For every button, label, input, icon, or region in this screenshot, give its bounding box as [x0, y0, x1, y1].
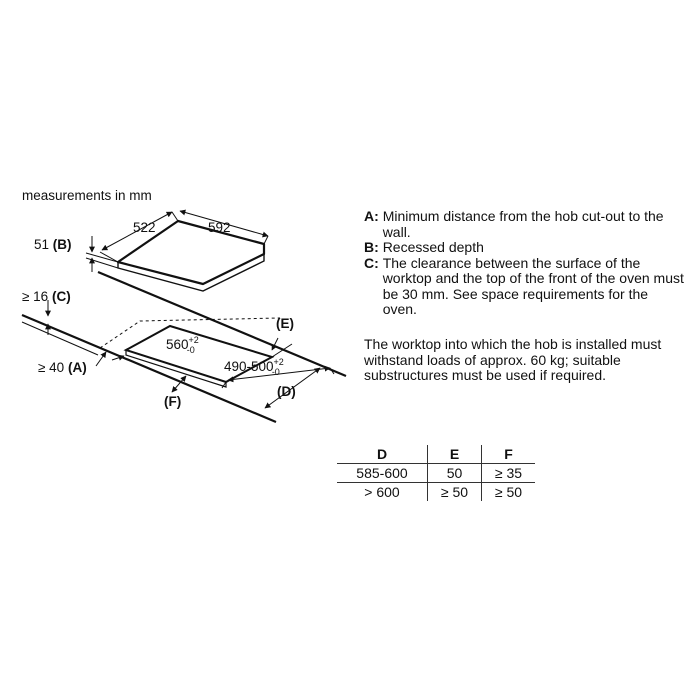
table-row: [337, 464, 535, 483]
table-header-cell: E: [428, 445, 482, 464]
recess-b-label: 51 (B): [34, 237, 72, 252]
legend-key: B:: [364, 239, 383, 255]
table-cell: ≥ 50: [428, 483, 482, 502]
table-cell: > 600: [337, 483, 428, 502]
table-row: [337, 483, 535, 502]
legend-item-c: [364, 256, 684, 318]
recess-b-dimension: [86, 236, 118, 272]
hob-width-label: 592: [208, 220, 231, 235]
cutout-depth-label: $560^{+2}$ -0: [166, 335, 199, 355]
table-cell: ≥ 35: [482, 464, 536, 483]
spec-table: [337, 445, 535, 501]
load-note: The worktop into which the hob is installed must withstand loads of approx. 60 kg; suitable substructures must be used if required.: [364, 336, 662, 383]
legend-text: The clearance between the surface of the worktop and the top of the front of the oven must be 30 mm. See space requirements for the oven.: [382, 254, 684, 317]
legend: [364, 209, 684, 318]
legend-text: Minimum distance from the hob cut-out to the wall.: [382, 208, 664, 240]
legend-key: A:: [364, 208, 383, 224]
dimension-f-label: (F): [164, 394, 182, 409]
table-header-row: [337, 445, 535, 464]
cutout-width-label: $490-500^{+2}$ -0: [224, 357, 284, 377]
legend-text: Recessed depth: [382, 239, 484, 255]
table-header-cell: F: [482, 445, 536, 464]
legend-item-b: [364, 240, 684, 256]
dimension-d-label: (D): [277, 384, 296, 399]
table-cell: 585-600: [337, 464, 428, 483]
units-caption: measurements in mm: [22, 188, 152, 203]
legend-item-a: [364, 209, 684, 240]
clearance-c-label: ≥ 16 (C): [22, 289, 71, 304]
hob-depth-label: 522: [133, 220, 156, 235]
clearance-c-dimension: [22, 300, 98, 355]
table-header-cell: D: [376, 446, 388, 462]
wall-a-dimension: [96, 352, 124, 366]
legend-key: C:: [364, 254, 383, 271]
clearance-e-label: (E): [276, 316, 294, 331]
clearance-e-dimension: [272, 338, 292, 357]
table-cell: 50: [428, 464, 482, 483]
table-cell: ≥ 50: [482, 483, 536, 502]
wall-a-label: ≥ 40 (A): [38, 360, 87, 375]
